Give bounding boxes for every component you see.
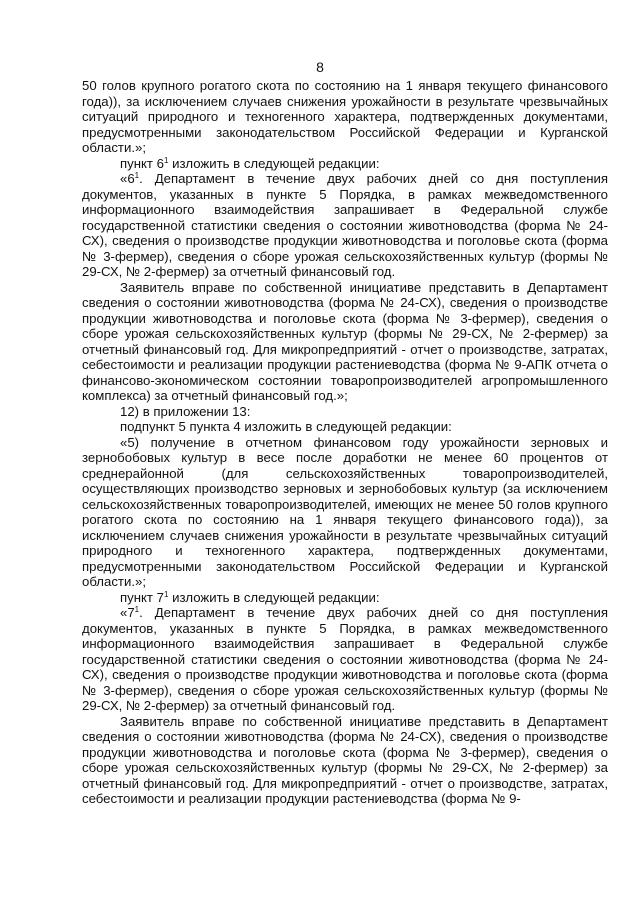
paragraph-point-6-1-heading: пункт $6^1$ изложить в следующей редакции:: [120, 155, 380, 171]
paragraph-point-7-1-text: «$7^1$. Департамент в течение двух рабочих дней со дня поступления документов, указанных в пункте 5 Порядка, в рамках межведомственного информационного взаимодействия запрашивает в Федеральной службе государственной статистики сведения о состоянии животноводства (форма № 24-СХ), сведения о производстве продукции животноводства и поголовье скота (форма № 3-фермер), сведения о сборе урожая сельскохозяйственных культур (формы № 29-СХ, № 2-фермер) за отчетный финансовый год.: [82, 605, 608, 713]
paragraph-applicant-right-1: Заявитель вправе по собственной инициативе представить в Департамент сведения о состоянии животноводства (форма № 24-СХ), сведения о производстве продукции животноводства и поголовье скота (форма № 3-фермер), сведения о сборе урожая сельскохозяйственных культур (формы № 29-СХ, № 2-фермер) за отчетный финансовый год. Для микропредприятий - отчет о производстве, затратах, себестоимости и реализации продукции растениеводства (форма № 9-АПК отчета о финансово-экономическом состоянии товаропроизводителей агропромышленного комплекса) за отчетный финансовый год.»;: [82, 279, 608, 403]
paragraph-subpoint-5-heading: подпункт 5 пункта 4 изложить в следующей редакции:: [120, 419, 452, 434]
paragraph-continuation: 50 голов крупного рогатого скота по состоянию на 1 января текущего финансового года)), за исключением случаев снижения урожайности в результате чрезвычайных ситуаций природного и техногенного характера, подтвержденных документами, предусмотренными законодательством Российской Федерации и Курганской области.»;: [82, 78, 608, 155]
paragraph-point-7-1-heading: пункт $7^1$ изложить в следующей редакции:: [120, 589, 380, 605]
document-body: [82, 78, 608, 807]
paragraph-point-6-1-text: «$6^1$. Департамент в течение двух рабочих дней со дня поступления документов, указанных в пункте 5 Порядка, в рамках межведомственного информационного взаимодействия запрашивает в Федеральной службе государственной статистики сведения о состоянии животноводства (форма № 24-СХ), сведения о производстве продукции животноводства и поголовье скота (форма № 3-фермер), сведения о сборе урожая сельскохозяйственных культур (формы № 29-СХ, № 2-фермер) за отчетный финансовый год.: [82, 171, 608, 279]
paragraph-subpoint-5-text: «5) получение в отчетном финансовом году урожайности зерновых и зернобобовых культур в весе после доработки не менее 60 процентов от среднерайонной (для сельскохозяйственных товаропроизводителей, осуществляющих производство зерновых и зернобобовых культур (за исключением сельскохозяйственных товаропроизводителей, имеющих не менее 50 голов крупного рогатого скота по состоянию на 1 января текущего финансового года)), за исключением случаев снижения урожайности в результате чрезвычайных ситуаций природного и техногенного характера, подтвержденных документами, предусмотренными законодательством Российской Федерации и Курганской области.»;: [82, 434, 608, 589]
page-number: 8: [316, 59, 324, 75]
paragraph-appendix-13: 12) в приложении 13:: [120, 403, 251, 419]
paragraph-applicant-right-2: Заявитель вправе по собственной инициативе представить в Департамент сведения о состоянии животноводства (форма № 24-СХ), сведения о производстве продукции животноводства и поголовье скота (форма № 3-фермер), сведения о сборе урожая сельскохозяйственных культур (формы № 29-СХ, № 2-фермер) за отчетный финансовый год. Для микропредприятий - отчет о производстве, затратах, себестоимости и реализации продукции растениеводства (форма № 9-: [82, 713, 608, 806]
